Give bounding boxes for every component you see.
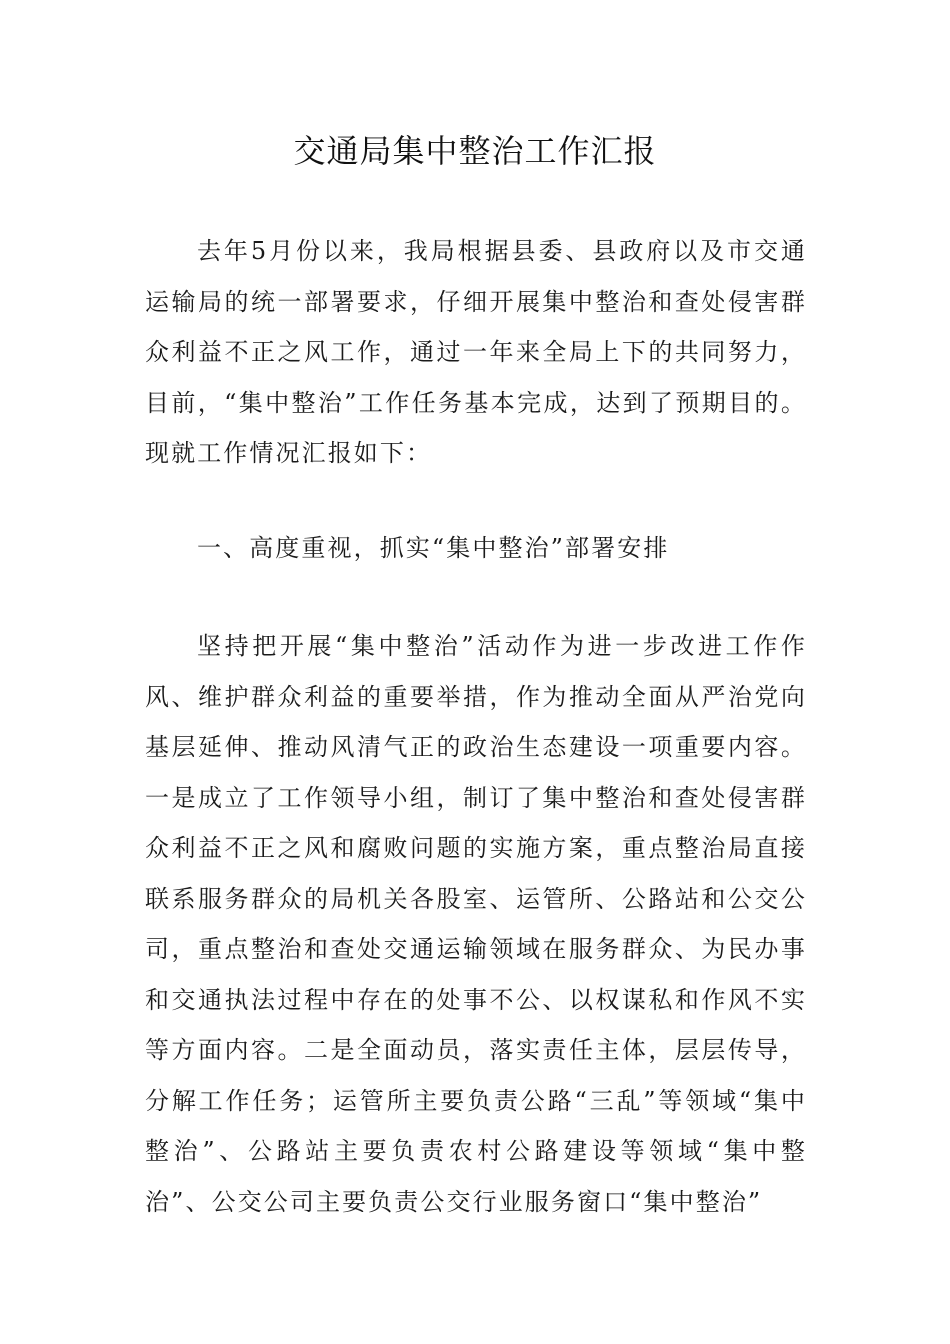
section-heading-1: 一、高度重视，抓实“集中整治”部署安排: [197, 534, 670, 562]
intro-paragraph: 去年5月份以来，我局根据县委、县政府以及市交通运输局的统一部署要求，仔细开展集中整治和查处侵害群众利益不正之风工作，通过一年来全局上下的共同努力，目前，“集中整治”工作任务基本完成，达到了预期目的。现就工作情况汇报如下：: [145, 237, 807, 467]
section-1-body-paragraph: 坚持把开展“集中整治”活动作为进一步改进工作作风、维护群众利益的重要举措，作为推动全面从严治党向基层延伸、推动风清气正的政治生态建设一项重要内容。一是成立了工作领导小组，制订了集中整治和查处侵害群众利益不正之风和腐败问题的实施方案，重点整治局直接联系服务群众的局机关各股室、运管所、公路站和公交公司，重点整治和查处交通运输领域在服务群众、为民办事和交通执法过程中存在的处事不公、以权谋私和作风不实等方面内容。二是全面动员，落实责任主体，层层传导，分解工作任务；运管所主要负责公路“三乱”等领域“集中整治”、公路站主要负责农村公路建设等领域“集中整治”、公交公司主要负责公交行业服务窗口“集中整治”: [145, 632, 807, 1216]
document-title: 交通局集中整治工作汇报: [293, 132, 657, 170]
